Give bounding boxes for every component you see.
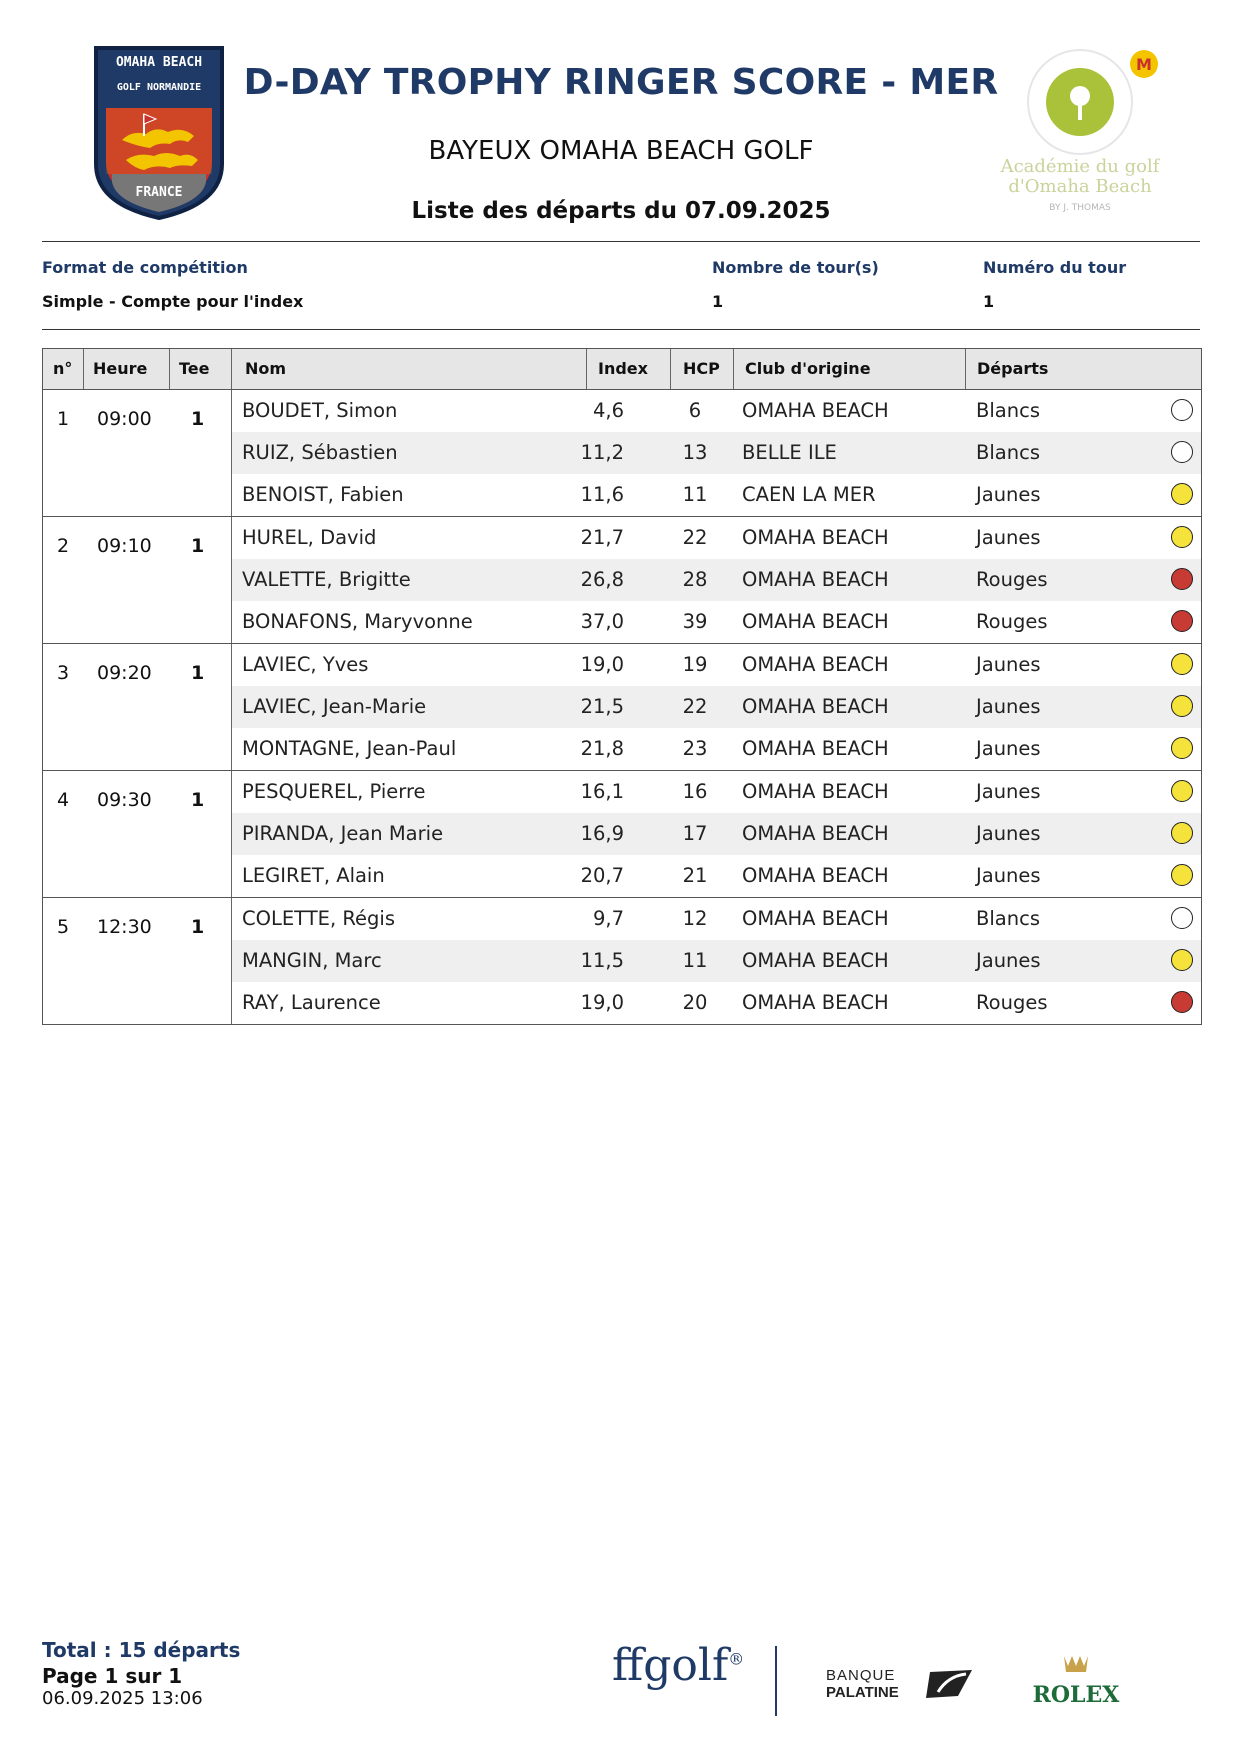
player-name: LEGIRET, Alain [242, 864, 385, 887]
col-header-hcp: HCP [683, 359, 720, 378]
format-label: Format de compétition [42, 258, 248, 277]
group-number: 2 [57, 535, 70, 557]
tee-color-marker-icon [1171, 991, 1193, 1013]
player-club: OMAHA BEACH [742, 653, 889, 676]
player-name: BOUDET, Simon [242, 399, 398, 422]
player-name: COLETTE, Régis [242, 907, 395, 930]
group-tee: 1 [191, 789, 205, 811]
player-club: OMAHA BEACH [742, 568, 889, 591]
player-hcp: 22 [682, 695, 708, 718]
player-club: OMAHA BEACH [742, 695, 889, 718]
player-name: RUIZ, Sébastien [242, 441, 398, 464]
player-index: 21,5 [580, 695, 624, 718]
player-club: BELLE ILE [742, 441, 837, 464]
col-header-club: Club d'origine [745, 359, 871, 378]
player-club: OMAHA BEACH [742, 949, 889, 972]
player-tee-color: Jaunes [976, 737, 1041, 760]
tee-color-marker-icon [1171, 822, 1193, 844]
player-index: 16,1 [580, 780, 624, 803]
group-time: 09:20 [97, 662, 152, 684]
group-time: 09:00 [97, 408, 152, 430]
svg-text:BY J. THOMAS: BY J. THOMAS [1049, 203, 1111, 213]
tee-color-marker-icon [1171, 907, 1193, 929]
player-tee-color: Jaunes [976, 949, 1041, 972]
round-number-value: 1 [983, 292, 995, 311]
col-header-nom: Nom [245, 359, 287, 378]
player-index: 21,7 [580, 526, 624, 549]
player-tee-color: Jaunes [976, 653, 1041, 676]
group-number: 1 [57, 408, 70, 430]
group-tee: 1 [191, 916, 205, 938]
player-name: PIRANDA, Jean Marie [242, 822, 444, 845]
player-hcp: 39 [682, 610, 708, 633]
group-time: 12:30 [97, 916, 152, 938]
player-name: RAY, Laurence [242, 991, 381, 1014]
player-tee-color: Jaunes [976, 822, 1041, 845]
rolex-logo [1026, 1652, 1126, 1708]
col-header-index: Index [598, 359, 648, 378]
player-index: 9,7 [592, 907, 624, 930]
player-name: LAVIEC, Jean-Marie [242, 695, 427, 718]
player-name: MONTAGNE, Jean-Paul [242, 737, 457, 760]
player-club: OMAHA BEACH [742, 610, 889, 633]
tee-color-marker-icon [1171, 441, 1193, 463]
printed-date: 06.09.2025 13:06 [42, 1688, 203, 1709]
player-row [232, 474, 1201, 516]
player-club: OMAHA BEACH [742, 864, 889, 887]
round-number-label: Numéro du tour [983, 258, 1127, 277]
player-index: 26,8 [580, 568, 624, 591]
banque-palatine-logo [826, 1666, 976, 1702]
omaha-beach-golf-logo [92, 44, 226, 222]
svg-text:ROLEX: ROLEX [1032, 1682, 1120, 1708]
tee-color-marker-icon [1171, 780, 1193, 802]
player-row [232, 728, 1201, 770]
player-name: HUREL, David [242, 526, 377, 549]
player-row [232, 644, 1201, 686]
player-row [232, 982, 1201, 1024]
svg-text:FRANCE: FRANCE [135, 185, 183, 200]
list-title: Liste des départs du 07.09.2025 [411, 198, 831, 224]
player-row [232, 390, 1201, 432]
player-row [232, 686, 1201, 728]
col-header-tee: Tee [179, 359, 210, 378]
svg-text:BANQUE: BANQUE [826, 1667, 896, 1684]
player-hcp: 13 [682, 441, 708, 464]
group-number: 4 [57, 789, 70, 811]
col-header-heure: Heure [93, 359, 148, 378]
player-row [232, 771, 1201, 813]
player-hcp: 22 [682, 526, 708, 549]
academie-golf-logo [1000, 46, 1160, 224]
group-time: 09:30 [97, 789, 152, 811]
player-row [232, 559, 1201, 601]
page-info: Page 1 sur 1 [42, 1664, 183, 1688]
player-index: 19,0 [580, 653, 624, 676]
table-body [43, 390, 1201, 1024]
table-header [43, 349, 1201, 390]
tee-color-marker-icon [1171, 653, 1193, 675]
player-row [232, 432, 1201, 474]
player-tee-color: Jaunes [976, 526, 1041, 549]
player-hcp: 6 [688, 399, 702, 422]
player-hcp: 16 [682, 780, 708, 803]
player-club: OMAHA BEACH [742, 780, 889, 803]
player-name: BENOIST, Fabien [242, 483, 404, 506]
player-name: MANGIN, Marc [242, 949, 382, 972]
club-name: BAYEUX OMAHA BEACH GOLF [428, 136, 814, 166]
svg-text:GOLF NORMANDIE: GOLF NORMANDIE [116, 82, 202, 93]
ffgolf-logo: ffgolf® [612, 1640, 745, 1691]
player-club: OMAHA BEACH [742, 907, 889, 930]
player-hcp: 17 [682, 822, 708, 845]
group-number: 3 [57, 662, 70, 684]
player-name: LAVIEC, Yves [242, 653, 369, 676]
player-row [232, 898, 1201, 940]
tee-color-marker-icon [1171, 864, 1193, 886]
col-header-departs: Départs [977, 359, 1049, 378]
svg-text:d'Omaha Beach: d'Omaha Beach [1008, 176, 1152, 197]
rounds-value: 1 [712, 292, 724, 311]
player-index: 21,8 [580, 737, 624, 760]
player-tee-color: Blancs [976, 399, 1040, 422]
player-club: OMAHA BEACH [742, 991, 889, 1014]
player-index: 11,6 [580, 483, 624, 506]
player-hcp: 11 [682, 949, 708, 972]
tee-color-marker-icon [1171, 949, 1193, 971]
tee-color-marker-icon [1171, 399, 1193, 421]
player-tee-color: Blancs [976, 907, 1040, 930]
tee-color-marker-icon [1171, 526, 1193, 548]
tee-group [43, 390, 1201, 517]
player-tee-color: Rouges [976, 991, 1048, 1014]
player-index: 37,0 [580, 610, 624, 633]
tee-color-marker-icon [1171, 737, 1193, 759]
svg-text:M: M [1136, 55, 1152, 74]
player-hcp: 21 [682, 864, 708, 887]
tee-color-marker-icon [1171, 695, 1193, 717]
player-name: BONAFONS, Maryvonne [242, 610, 473, 633]
player-index: 16,9 [580, 822, 624, 845]
player-index: 4,6 [592, 399, 624, 422]
player-row [232, 601, 1201, 643]
player-index: 20,7 [580, 864, 624, 887]
player-row [232, 813, 1201, 855]
page-title: D-DAY TROPHY RINGER SCORE - MER [243, 62, 999, 103]
tee-group [43, 771, 1201, 898]
tee-color-marker-icon [1171, 568, 1193, 590]
player-club: CAEN LA MER [742, 483, 876, 506]
player-tee-color: Rouges [976, 568, 1048, 591]
player-hcp: 11 [682, 483, 708, 506]
player-row [232, 855, 1201, 897]
group-time: 09:10 [97, 535, 152, 557]
player-hcp: 28 [682, 568, 708, 591]
player-tee-color: Jaunes [976, 483, 1041, 506]
tee-group [43, 644, 1201, 771]
svg-text:OMAHA BEACH: OMAHA BEACH [115, 55, 203, 70]
player-index: 11,5 [580, 949, 624, 972]
player-index: 11,2 [580, 441, 624, 464]
start-list-table [42, 348, 1202, 1025]
player-tee-color: Rouges [976, 610, 1048, 633]
format-value: Simple - Compte pour l'index [42, 292, 304, 311]
player-tee-color: Jaunes [976, 695, 1041, 718]
svg-text:PALATINE: PALATINE [826, 1684, 899, 1701]
group-tee: 1 [191, 408, 205, 430]
player-tee-color: Blancs [976, 441, 1040, 464]
total-starts: Total : 15 départs [42, 1638, 241, 1662]
tee-group [43, 517, 1201, 644]
col-header-n: n° [53, 359, 73, 378]
player-row [232, 940, 1201, 982]
group-tee: 1 [191, 535, 205, 557]
player-club: OMAHA BEACH [742, 399, 889, 422]
player-hcp: 19 [682, 653, 708, 676]
player-name: PESQUEREL, Pierre [242, 780, 426, 803]
group-number: 5 [57, 916, 70, 938]
sponsor-divider [775, 1646, 777, 1716]
meta-divider [42, 329, 1200, 330]
player-tee-color: Jaunes [976, 780, 1041, 803]
player-row [232, 517, 1201, 559]
tee-color-marker-icon [1171, 483, 1193, 505]
player-hcp: 23 [682, 737, 708, 760]
header-divider [42, 241, 1200, 242]
tee-color-marker-icon [1171, 610, 1193, 632]
ffgolf-text: ffgolf [612, 1640, 729, 1691]
rounds-label: Nombre de tour(s) [712, 258, 879, 277]
svg-text:Académie du golf: Académie du golf [1000, 156, 1160, 177]
player-club: OMAHA BEACH [742, 737, 889, 760]
player-tee-color: Jaunes [976, 864, 1041, 887]
group-tee: 1 [191, 662, 205, 684]
player-index: 19,0 [580, 991, 624, 1014]
player-club: OMAHA BEACH [742, 526, 889, 549]
player-hcp: 12 [682, 907, 708, 930]
player-name: VALETTE, Brigitte [242, 568, 411, 591]
player-club: OMAHA BEACH [742, 822, 889, 845]
tee-group [43, 898, 1201, 1024]
player-hcp: 20 [682, 991, 708, 1014]
